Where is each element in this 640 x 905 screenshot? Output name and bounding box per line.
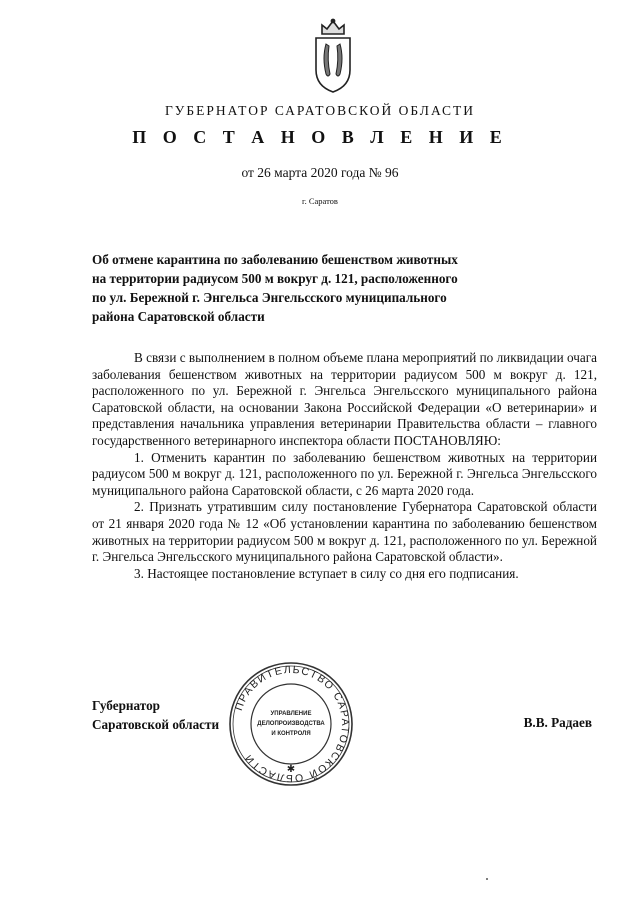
signatory-title-line: Саратовской области xyxy=(92,716,220,732)
stamp-inner-line: УПРАВЛЕНИЕ xyxy=(270,711,312,717)
subject-line: по ул. Бережной г. Энгельса Энгельсского муниципального xyxy=(92,290,447,305)
stamp-star-icon: ✱ xyxy=(286,764,296,775)
issue-city: г. Саратов xyxy=(302,196,338,206)
official-stamp xyxy=(228,661,354,787)
stamp-outer-text: ПРАВИТЕЛЬСТВО САРАТОВСКОЙ ОБЛАСТИ xyxy=(232,663,352,785)
page-mark xyxy=(486,878,488,880)
subject-line: на территории радиусом 500 м вокруг д. 121, расположенного xyxy=(92,271,458,286)
document-body xyxy=(92,350,597,582)
subject-line: района Саратовской области xyxy=(92,309,265,324)
stamp-inner-line: ДЕЛОПРОИЗВОДСТВА xyxy=(257,721,325,727)
document-type-title: П О С Т А Н О В Л Е Н И Е xyxy=(132,127,508,147)
body-item-3: 3. Настоящее постановление вступает в силу со дня его подписания. xyxy=(134,565,519,581)
signatory-title xyxy=(92,697,219,734)
issuing-authority: ГУБЕРНАТОР САРАТОВСКОЙ ОБЛАСТИ xyxy=(164,103,476,118)
stamp-inner-line: И КОНТРОЛЯ xyxy=(271,731,311,737)
document-subject-heading xyxy=(92,250,512,326)
body-item-1: 1. Отменить карантин по заболеванию бешенством животных на территории радиусом 500 м вокруг д. 121, расположенного по ул. Бережной г. Энгельса Энгельсского муниципального района Саратовской области, с 26 марта 2020 года. xyxy=(92,449,597,498)
body-item-2: 2. Признать утратившим силу постановление Губернатора Саратовской области от 21 января 2020 года № 12 «Об установлении карантина по заболеванию бешенством животных на территории радиусом 500 м вокруг д. 121, расположенного по ул. Бережной г. Энгельса Энгельсского муниципального района Саратовской области». xyxy=(92,499,597,565)
subject-line: Об отмене карантина по заболеванию бешенством животных xyxy=(92,252,458,267)
saratov-coat-of-arms-icon xyxy=(310,18,356,94)
signatory-title-line: Губернатор xyxy=(92,698,160,713)
body-preamble: В связи с выполнением в полном объеме плана мероприятий по ликвидации очага заболевания бешенством животных на территории радиусом 500 м вокруг д. 121, расположенного по ул. Бережной г. Энгельса Энгельсского муниципального района Саратовской области, на основании Закона Российской Федерации «О ветеринарии» и представления начальника управления ветеринарии Правительства области – главного государственного ветеринарного инспектора области ПОСТАНОВЛЯЮ: xyxy=(92,350,597,448)
signatory-name: В.В. Радаев xyxy=(523,715,592,730)
document-date-number: от 26 марта 2020 года № 96 xyxy=(241,165,399,180)
